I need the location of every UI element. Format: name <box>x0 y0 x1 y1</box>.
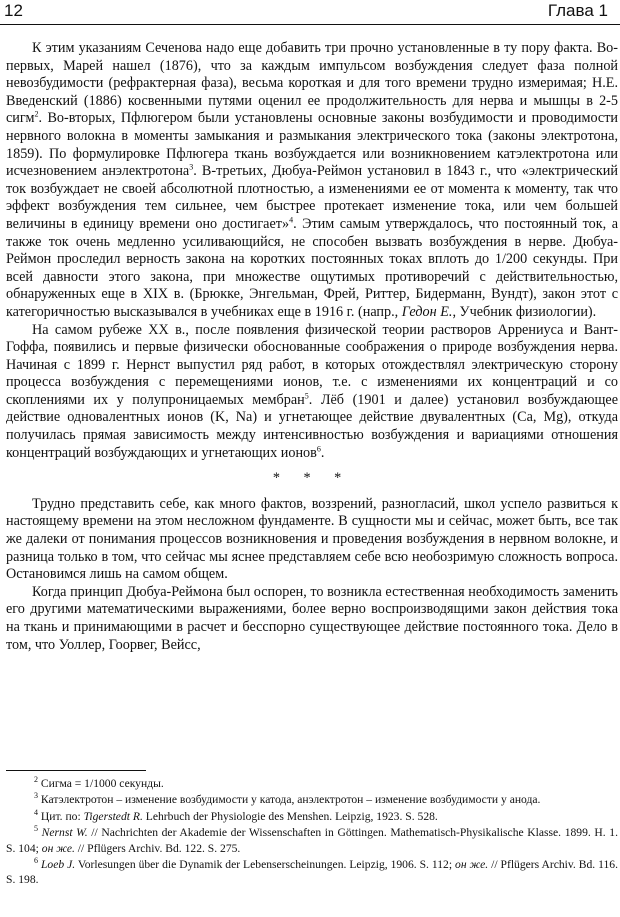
footnote-2 <box>6 776 618 791</box>
paragraph-1-part-d: . Этим самым утверждалось, что постоянный ток, а также ток очень медленно усиливающийся, не способен вызвать возбуждения в нерве. Дюбуа-Реймон проследил верность закона на коротких постоянных токах вплоть до 1/200 секунды. При всей давности этого закона, при множестве ощутимых противоречий с действительностью, обнаруженных еще в XIX в. (Брюкке, Энгельман, Фрей, Риттер, Бидерманн, Вундт), закон этот с категоричностью высказывался в учебниках еще в 1916 г. (напр., <box>6 215 618 320</box>
footnote-3-number: 3 <box>34 791 38 801</box>
footnote-6-ibid: он же. <box>455 858 489 872</box>
paragraph-2 <box>6 322 618 463</box>
paragraph-1-part-c: . В-третьих, Дюбуа-Реймон установил в 1843 г., что «электрический ток возбуждает не своей абсолютной плотностью, а изменениями ее от момента к моменту, так что эффект возбуждения тем сильнее, чем быстрее протекает изменение тока, или чем большей величины в единицу времени оно достигает» <box>6 163 618 232</box>
paragraph-1-italic-author: Гедон Е. <box>401 303 453 320</box>
footnote-ref-4: 4 <box>289 215 294 225</box>
footnote-ref-3: 3 <box>189 162 194 172</box>
paragraph-1-part-a: К этим указаниям Сеченова надо еще добавить три прочно установленные в ту пору факта. Во-первых, Марей нашел (1876), что за каждым импульсом возбуждения следует фаза полной невозбудимости (рефрактерная фаза), весьма короткая и для того времени трудно измеримая; Н.Е. Введенский (1886) косвенными путями оценил ее продолжительность для нерва и мышцы в 2-5 сигм <box>6 40 618 127</box>
footnote-3-text: Катэлектротон – изменение возбудимости у катода, анэлектротон – изменение возбудимости у анода. <box>38 793 541 807</box>
footnote-2-text: Сигма = 1/1000 секунды. <box>38 777 164 790</box>
footnote-rule <box>6 770 146 771</box>
section-separator: * * * <box>272 470 352 487</box>
main-text <box>6 40 618 654</box>
footnote-6-author: Loeb J. <box>40 858 76 872</box>
header-rule <box>0 24 620 25</box>
chapter-title: Глава 1 <box>547 1 608 20</box>
footnote-ref-6: 6 <box>316 443 321 453</box>
footnote-5-ibid: он же. <box>41 841 75 855</box>
footnote-6-middle: Vorlesungen über die Dynamik der Lebenserscheinungen. Leipzig, 1906. S. 112; <box>75 858 456 872</box>
footnote-5-author: Nernst W. <box>41 826 88 840</box>
paragraph-2-part-a: На самом рубеже XX в., после появления физической теории растворов Аррениуса и Вант-Гоффа, появились и первые физически обоснованные соображения о природе возбуждения нерва. Начиная с 1899 г. Нернст выпустил ряд работ, в которых отождествлял электрическую сторону процесса возбуждения с перемещениями ионов, т.е. с изменениями их концентраций и со скоплениями их у полупроницаемых мембран <box>6 321 618 408</box>
footnotes <box>6 776 618 889</box>
footnote-5-text: // Pflügers Archiv. Bd. 122. S. 275. <box>74 841 241 855</box>
footnote-3 <box>6 792 618 807</box>
footnote-6-number: 6 <box>34 856 38 866</box>
paragraph-4: Когда принцип Дюбуа-Реймона был оспорен, то возникла естественная необходимость заменить его другими математическими выражениями, более верно воспроизводящими закон действия тока на ткань и принимающими в расчет и бесспорно существующее действие постоянного тока. Дело в том, что Уоллер, Гоорвег, Вейсс, <box>6 583 618 653</box>
footnote-4-author: Tigerstedt R. <box>83 809 143 823</box>
footnote-6-text: // Pflügers Archiv. Bd. 116. S. 198. <box>6 858 618 887</box>
footnote-ref-5: 5 <box>304 391 309 401</box>
footnote-4-number: 4 <box>34 807 38 817</box>
paragraph-1-part-e: , Учебник физиологии). <box>452 303 597 320</box>
footnote-4-prefix: Цит. по: <box>38 809 84 823</box>
footnote-6 <box>6 857 618 888</box>
paragraph-3: Трудно представить себе, как много фактов, воззрений, разногласий, школ успело развиться к настоящему времени на этом несложном фундаменте. В сущности мы и сейчас, может быть, все так же далеки от понимания процессов возникновения и проведения возбуждения в нервном волокне, и разница только в том, что сейчас мы яснее представляем себе всю необозримую сложность вопроса. Остановимся лишь на самом общем. <box>6 495 618 583</box>
footnote-5 <box>6 825 618 856</box>
footnote-4 <box>6 809 618 824</box>
paragraph-2-part-b: . Лёб (1901 и далее) установил возбуждающее действие одновалентных ионов (K, Na) и угнетающее действие двувалентных (Ca, Mg), откуда получилась прямая зависимость между интенсивностью возбуждения и вариациями отношения концентраций возбуждающих и угнетающих ионов <box>6 391 618 461</box>
page-number: 12 <box>4 1 23 20</box>
footnote-ref-2: 2 <box>34 109 39 119</box>
paragraph-1 <box>6 40 618 322</box>
footnote-4-text: Lehrbuch der Physiologie des Menshen. Leipzig, 1923. S. 528. <box>142 809 438 823</box>
running-head <box>2 0 614 24</box>
footnote-5-number: 5 <box>34 824 38 834</box>
paragraph-2-part-c: . <box>320 444 325 461</box>
footnote-2-number: 2 <box>34 775 38 785</box>
paragraph-1-part-b: . Во-вторых, Пфлюгером были установлены основные законы возбудимости и проводимости нервного волокна в моменты замыкания и размыкания электрического тока (законы электротона, 1859). По формулировке Пфлюгера ткань возбуждается или возникновением катэлектротона или исчезновением анэлектротона <box>6 110 618 180</box>
footnote-5-middle: // Nachrichten der Akademie der Wissenschaften in Göttingen. Mathematisch-Physikalische Klasse. 1899. H. 1. S. 104; <box>6 826 618 855</box>
